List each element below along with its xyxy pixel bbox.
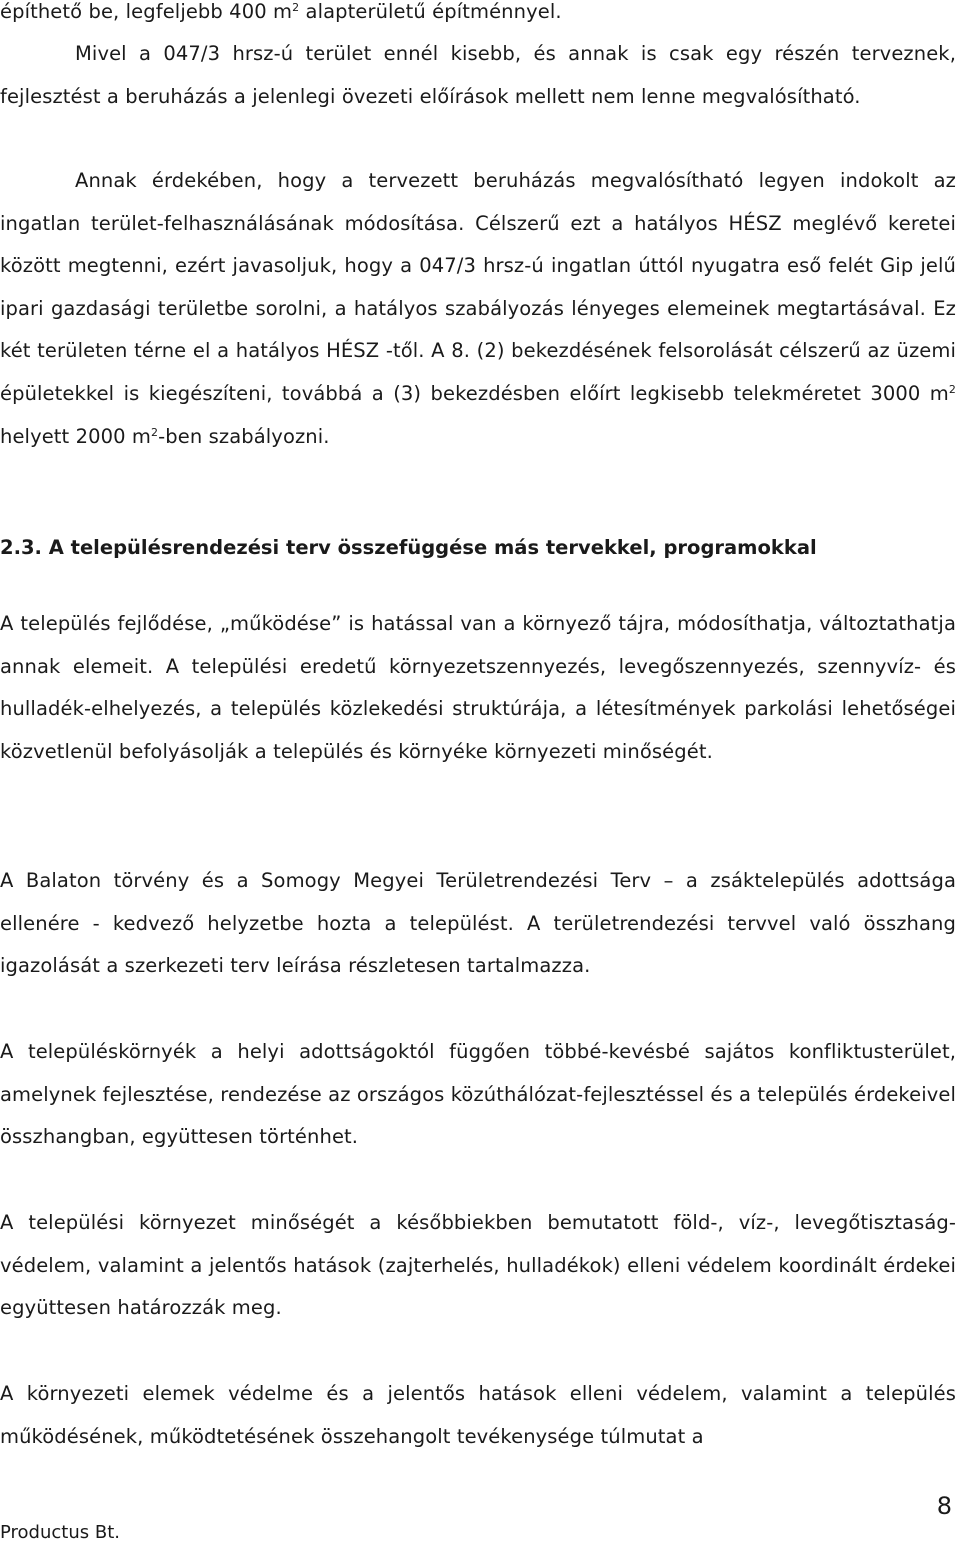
paragraph-surroundings: A településkörnyék a helyi adottságoktól függően többé-kevésbé sajátos konfliktusterület, amelynek fejlesztése, rendezése az országos közúthálózat-fejlesztéssel és a település érdekeivel összhangban, együttesen történhet. xyxy=(0,1040,956,1149)
section-heading: 2.3. A településrendezési terv összefüggése más tervekkel, programokkal xyxy=(0,536,817,559)
paragraph-environment-quality: A települési környezet minőségét a későbbiekben bemutatott föld-, víz-, levegőtisztaság-védelem, valamint a jelentős hatások (zajterhelés, hulladékok) elleni védelem koordinált érdekei együttesen határozzák meg. xyxy=(0,1211,956,1320)
page-number: 8 xyxy=(936,1492,952,1520)
paragraph-text: helyett 2000 m xyxy=(0,424,152,448)
paragraph-text: Annak érdekében, hogy a tervezett beruházás megvalósítható legyen indokolt az ingatlan terület-felhasználásának módosítása. Célszerű ezt a hatályos HÉSZ meglévő keretei között megtenni, ezért javasoljuk, hogy a 047/3 hrsz-ú ingatlan úttól nyugatra eső felét Gip jelű ipari gazdasági területbe sorolni, a hatályos szabályozás lényeges elemeinek megtartásával. Ez két területen térne el a hatályos HÉSZ -től. A 8. (2) bekezdésének felsorolását célszerű az üzemi épületekkel is kiegészíteni, továbbá a (3) bekezdésben előírt legkisebb telekméretet 3000 m xyxy=(0,169,956,405)
paragraph-continuation xyxy=(0,0,956,34)
footer-company: Productus Bt. xyxy=(0,1522,120,1543)
paragraph-land-use-change xyxy=(0,160,956,458)
paragraph-protection: A környezeti elemek védelme és a jelentős hatások elleni védelem, valamint a település működésének, működtetésének összehangolt tevékenysége túlmutat a xyxy=(0,1382,956,1448)
paragraph-balaton-law: A Balaton törvény és a Somogy Megyei Területrendezési Terv – a zsáktelepülés adottsága ellenére - kedvező helyzetbe hozta a települést. A területrendezési tervvel való összhang igazolását a szerkezeti terv leírása részletesen tartalmazza. xyxy=(0,869,956,978)
superscript: 2 xyxy=(151,425,159,439)
paragraph-text: építhető be, legfeljebb 400 m xyxy=(0,0,293,23)
paragraph-environment-impact: A település fejlődése, „működése” is hatással van a környező tájra, módosíthatja, változtathatja annak elemeit. A települési eredetű környezetszennyezés, levegőszennyezés, szennyvíz- és hulladék-elhelyezés, a település közlekedési struktúrája, a létesítmények parkolási lehetőségei közvetlenül befolyásolják a település és környéke környezeti minőségét. xyxy=(0,612,956,763)
paragraph-parcel-size: Mivel a 047/3 hrsz-ú terület ennél kisebb, és annak is csak egy részén terveznek, fejlesztést a beruházás a jelenlegi övezeti előírások mellett nem lenne megvalósítható. xyxy=(0,42,956,108)
paragraph-text: -ben szabályozni. xyxy=(158,424,330,448)
superscript: 2 xyxy=(292,1,300,14)
superscript: 2 xyxy=(948,382,956,396)
paragraph-text: alapterületű építménnyel. xyxy=(299,0,562,23)
